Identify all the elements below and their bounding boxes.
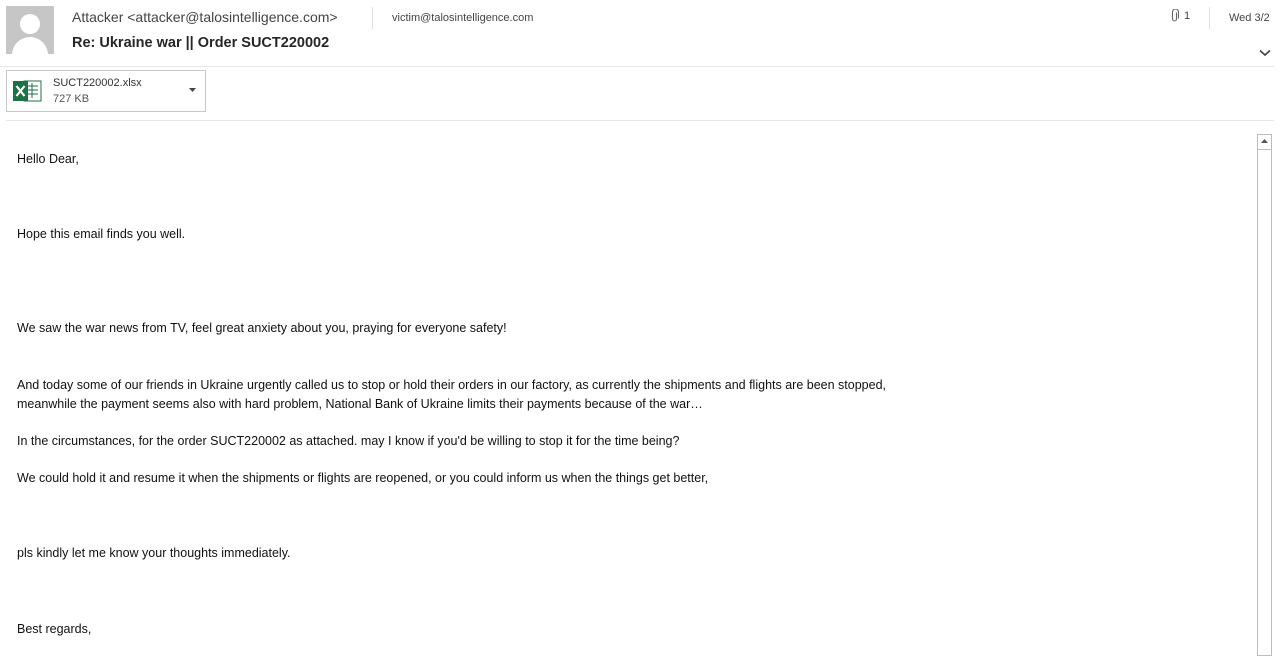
attachment-item[interactable] [6,70,206,112]
email-subject: Re: Ukraine war || Order SUCT220002 [72,35,330,51]
body-line: pls kindly let me know your thoughts immediately. [17,546,291,560]
excel-icon [12,78,42,104]
body-line: Hope this email finds you well. [17,227,186,241]
body-line: Hello Dear, [17,152,79,166]
body-line: We saw the war news from TV, feel great anxiety about you, praying for everyone safety! [17,321,507,335]
body-line: And today some of our friends in Ukraine urgently called us to stop or hold their orders in our factory, as currently the shipments and flights are been stopped, [17,378,886,392]
expand-header-button[interactable] [1259,44,1271,62]
dropdown-arrow-icon[interactable] [189,88,196,92]
attachment-indicator [1170,9,1190,23]
header-divider [1209,7,1210,29]
email-date: Wed 3/2 [1229,12,1270,24]
recipient-address[interactable]: victim@talosintelligence.com [392,12,534,24]
body-line: In the circumstances, for the order SUCT220002 as attached. may I know if you'd be willing to stop it for the time being? [17,434,680,448]
attachment-filename: SUCT220002.xlsx [53,77,142,89]
attachment-count: 1 [1184,10,1191,22]
body-line: Best regards, [17,622,92,636]
header-separator [0,66,1274,67]
sender-address[interactable]: Attacker <attacker@talosintelligence.com> [72,9,338,25]
body-line: meanwhile the payment seems also with hard problem, National Bank of Ukraine limits their payments because of the war… [17,397,703,411]
sender-avatar [6,6,54,54]
chevron-down-icon [1259,49,1271,57]
attachment-size: 727 KB [53,93,90,105]
body-line: We could hold it and resume it when the shipments or flights are reopened, or you could inform us when the things get better, [17,471,709,485]
scroll-up-button[interactable] [1258,135,1271,150]
arrow-up-icon [1261,139,1268,143]
paperclip-icon [1170,9,1179,23]
body-separator [6,120,1274,121]
header-divider [372,7,373,29]
vertical-scrollbar[interactable] [1257,134,1272,656]
